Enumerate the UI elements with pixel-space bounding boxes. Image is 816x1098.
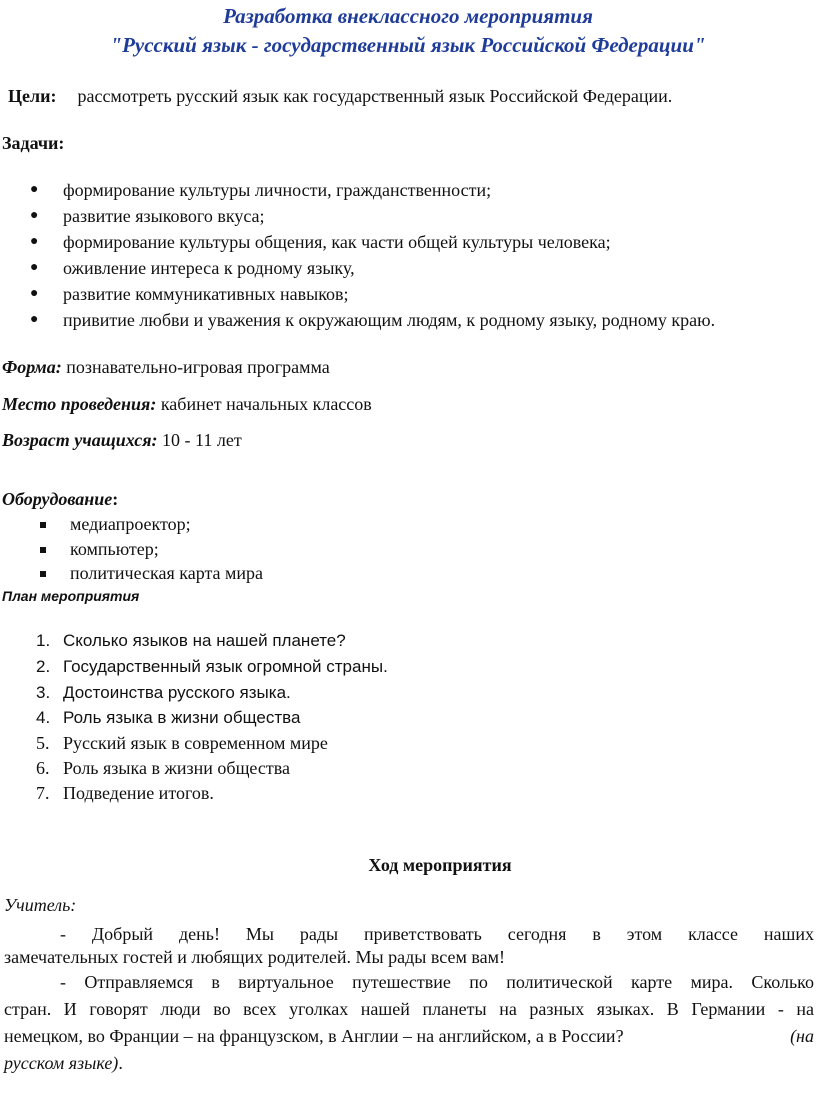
square-bullet-icon xyxy=(40,547,46,553)
speaker-label: Учитель: xyxy=(4,895,77,915)
paragraph-line: стран. И говорят люди во всех уголках нашей планеты на разных языках. В Германии - на xyxy=(4,999,814,1019)
goals-row xyxy=(8,86,672,107)
age-row xyxy=(2,430,242,451)
bullet-icon: ● xyxy=(30,260,39,275)
bullet-icon: ● xyxy=(30,312,39,327)
section-title: Ход мероприятия xyxy=(368,855,512,875)
paragraph-line: - Отправляемся в виртуальное путешествие по политической карте мира. Сколько xyxy=(60,972,814,992)
goals-label: Цели: xyxy=(8,86,57,106)
document-title-line1: Разработка внеклассного мероприятия xyxy=(223,4,593,28)
paragraph-line: русском языке). xyxy=(4,1053,123,1073)
bullet-icon: ● xyxy=(30,234,39,249)
document-title-line2: "Русский язык - государственный язык Российской Федерации" xyxy=(110,33,706,57)
equipment-label: Оборудование xyxy=(2,489,113,509)
form-value: познавательно-игровая программа xyxy=(66,357,330,377)
bullet-icon: ● xyxy=(30,286,39,301)
age-label: Возраст учащихся: xyxy=(2,430,158,450)
bullet-icon: ● xyxy=(30,208,39,223)
goals-text: рассмотреть русский язык как государственный язык Российской Федерации. xyxy=(77,86,673,106)
bullet-icon: ● xyxy=(30,182,39,197)
age-value: 10 - 11 лет xyxy=(162,430,242,450)
italic-note: (на xyxy=(790,1026,814,1046)
plan-title: План мероприятия xyxy=(2,588,140,604)
square-bullet-icon xyxy=(40,571,46,577)
form-row xyxy=(2,357,330,378)
place-label: Место проведения: xyxy=(2,394,157,414)
form-label: Форма: xyxy=(2,357,62,377)
paragraph-line: немецком, во Франции – на французском, в Англии – на английском, а в России? (на xyxy=(4,1023,814,1049)
paragraph-line: замечательных гостей и любящих родителей. Мы рады всем вам! xyxy=(4,947,505,967)
square-bullet-icon xyxy=(40,522,46,528)
equipment-heading: Оборудование: xyxy=(2,489,119,509)
place-value: кабинет начальных классов xyxy=(160,394,372,414)
place-row xyxy=(2,394,372,415)
tasks-label: Задачи: xyxy=(2,133,65,153)
paragraph-line: - Добрый день! Мы рады приветствовать сегодня в этом классе наших xyxy=(60,924,814,944)
italic-note: русском языке) xyxy=(4,1053,119,1073)
